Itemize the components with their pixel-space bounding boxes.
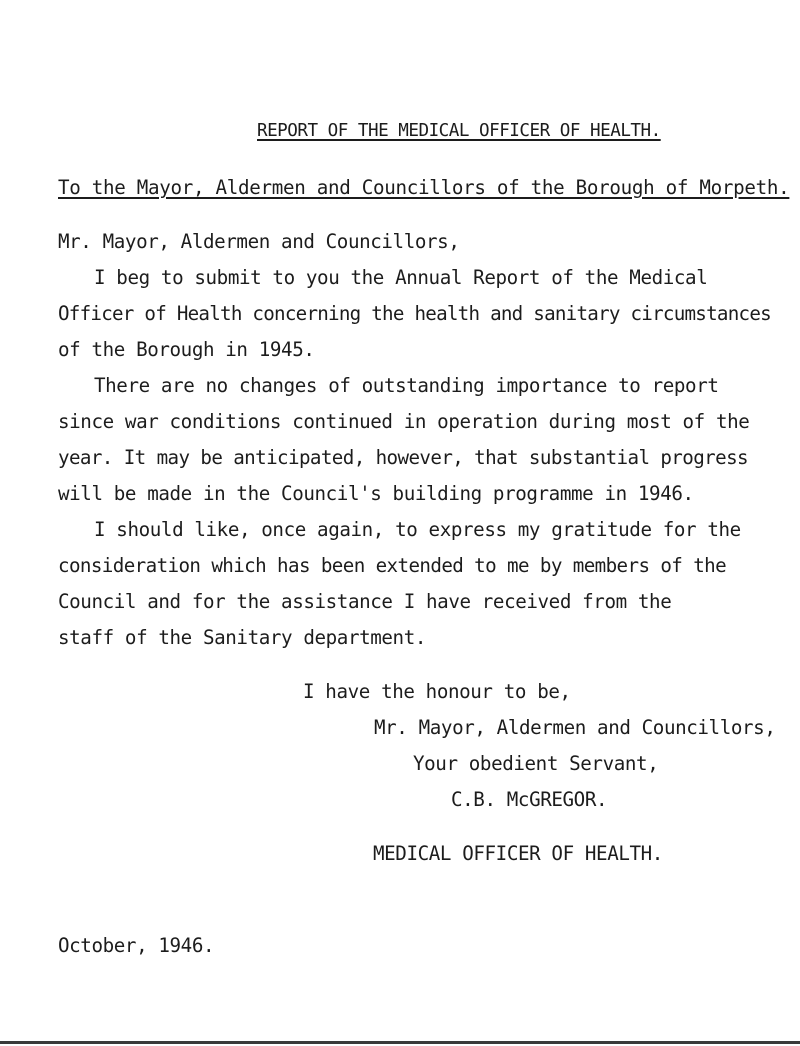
- body-line: I beg to submit to you the Annual Report of the Medical: [94, 266, 708, 289]
- body-line: consideration which has been extended to me by members of the: [58, 554, 727, 577]
- address-line: To the Mayor, Aldermen and Councillors of the Borough of Morpeth.: [58, 176, 790, 199]
- page-edge-rule: [0, 1041, 800, 1044]
- body-line: I should like, once again, to express my gratitude for the: [94, 518, 741, 541]
- closing-servant: Your obedient Servant,: [413, 752, 659, 775]
- closing-honour: I have the honour to be,: [303, 680, 571, 703]
- report-title: REPORT OF THE MEDICAL OFFICER OF HEALTH.: [257, 121, 661, 141]
- body-line: of the Borough in 1945.: [58, 338, 315, 361]
- closing-address: Mr. Mayor, Aldermen and Councillors,: [374, 716, 776, 739]
- body-line: staff of the Sanitary department.: [58, 626, 427, 649]
- signatory-position: MEDICAL OFFICER OF HEALTH.: [373, 842, 663, 865]
- body-line: There are no changes of outstanding importance to report: [94, 374, 719, 397]
- body-line: since war conditions continued in operation during most of the: [58, 410, 750, 433]
- body-line: Council and for the assistance I have received from the: [58, 590, 672, 613]
- body-line: Officer of Health concerning the health and sanitary circumstances: [58, 302, 771, 325]
- report-date: October, 1946.: [58, 934, 215, 957]
- body-line: year. It may be anticipated, however, that substantial progress: [58, 446, 748, 469]
- signatory-name: C.B. McGREGOR.: [451, 788, 608, 811]
- salutation: Mr. Mayor, Aldermen and Councillors,: [58, 230, 460, 253]
- body-line: will be made in the Council's building programme in 1946.: [58, 482, 694, 505]
